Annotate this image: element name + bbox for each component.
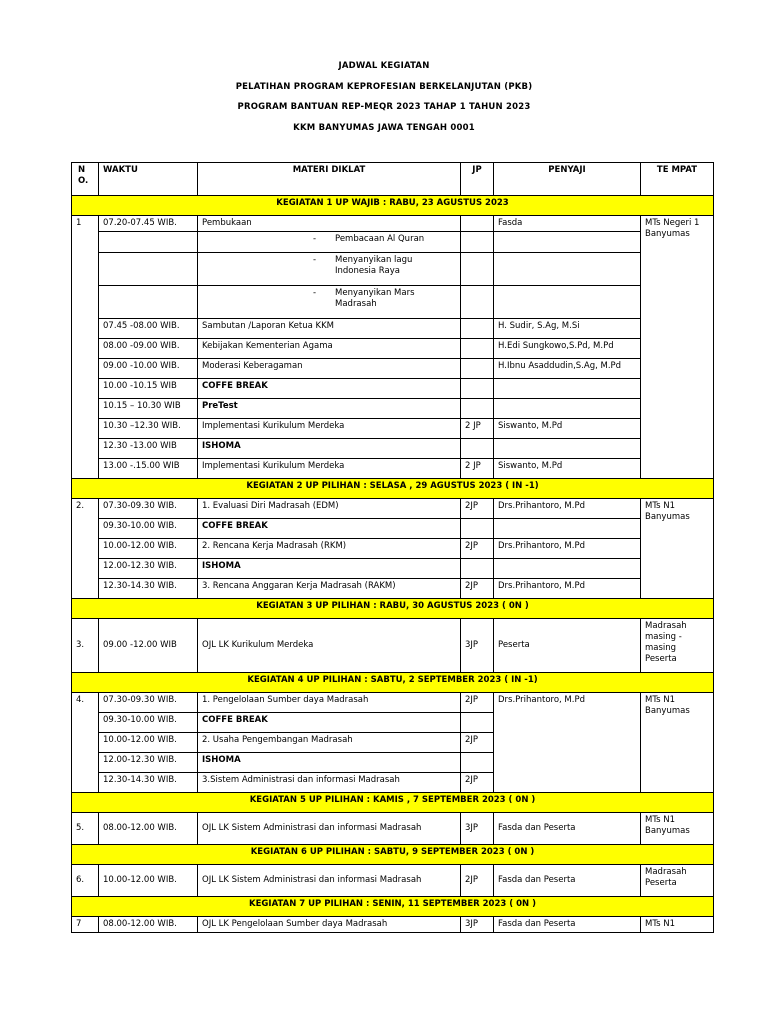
row-venue: MTs N1 Banyumas [641, 813, 714, 845]
section-banner [72, 845, 714, 865]
row-jp: 2 JP [461, 459, 494, 479]
row-material: OJL LK Pengelolaan Sumber daya Madrasah [198, 917, 461, 933]
row-number: 7 [72, 917, 99, 933]
row-material: Sambutan /Laporan Ketua KKM [198, 319, 461, 339]
row-agenda-subitem-text: Menyanyikan lagu Indonesia Raya [335, 255, 413, 276]
column-header-tempat: TE MPAT [641, 163, 714, 196]
column-header-waktu: WAKTU [99, 163, 198, 196]
row-jp: 2JP [461, 499, 494, 519]
row-material: ISHOMA [198, 753, 461, 773]
row-jp [461, 253, 494, 286]
row-agenda-subitem [198, 286, 461, 319]
row-presenter [494, 286, 641, 319]
schedule-row [72, 693, 714, 713]
row-jp [461, 379, 494, 399]
row-jp: 2 JP [461, 419, 494, 439]
row-jp: 3JP [461, 813, 494, 845]
schedule-row [72, 917, 714, 933]
row-presenter: Fasda dan Peserta [494, 813, 641, 845]
bullet-dash: - [313, 234, 317, 244]
row-time: 13.00 -.15.00 WIB [99, 459, 198, 479]
row-time: 10.00-12.00 WIB. [99, 733, 198, 753]
row-agenda-subitem-text: Pembacaan Al Quran [335, 234, 425, 244]
row-time: 10.15 – 10.30 WIB [99, 399, 198, 419]
schedule-row [72, 286, 714, 319]
row-jp: 3JP [461, 917, 494, 933]
row-time: 12.30-14.30 WIB. [99, 773, 198, 793]
section-banner-title: KEGIATAN 7 UP PILIHAN : SENIN, 11 SEPTEMBER 2023 ( 0N ) [72, 897, 714, 917]
row-jp [461, 359, 494, 379]
row-presenter [494, 232, 641, 253]
organizer-line: KKM BANYUMAS JAWA TENGAH 0001 [293, 123, 475, 133]
row-time: 07.30-09.30 WIB. [99, 693, 198, 713]
row-presenter [494, 559, 641, 579]
row-jp [461, 232, 494, 253]
row-material: COFFE BREAK [198, 379, 461, 399]
section-banner-title: KEGIATAN 1 UP WAJIB : RABU, 23 AGUSTUS 2023 [72, 196, 714, 216]
row-agenda-subitem [198, 232, 461, 253]
table-header-row [72, 163, 714, 196]
row-material: OJL LK Kurikulum Merdeka [198, 619, 461, 673]
row-presenter: H. Sudir, S.Ag, M.Si [494, 319, 641, 339]
row-time: 10.30 –12.30 WIB. [99, 419, 198, 439]
row-presenter: H.Ibnu Asaddudin,S.Ag, M.Pd [494, 359, 641, 379]
row-presenter: Drs.Prihantoro, M.Pd [494, 539, 641, 559]
row-time: 09.30-10.00 WIB. [99, 519, 198, 539]
row-time [99, 232, 198, 253]
row-material: Implementasi Kurikulum Merdeka [198, 459, 461, 479]
row-number: 6. [72, 865, 99, 897]
row-number: 5. [72, 813, 99, 845]
document-title: JADWAL KEGIATAN [338, 61, 430, 71]
schedule-row [72, 865, 714, 897]
row-time [99, 286, 198, 319]
row-presenter: Fasda dan Peserta [494, 917, 641, 933]
row-material: ISHOMA [198, 559, 461, 579]
schedule-row [72, 359, 714, 379]
row-time: 10.00 -10.15 WIB [99, 379, 198, 399]
schedule-row [72, 619, 714, 673]
section-banner [72, 897, 714, 917]
row-material: 2. Rencana Kerja Madrasah (RKM) [198, 539, 461, 559]
row-material: Implementasi Kurikulum Merdeka [198, 419, 461, 439]
row-number: 1 [72, 216, 99, 479]
schedule-row [72, 559, 714, 579]
schedule-row [72, 519, 714, 539]
schedule-row [72, 439, 714, 459]
row-jp [461, 559, 494, 579]
row-material: 2. Usaha Pengembangan Madrasah [198, 733, 461, 753]
column-header-penyaji: PENYAJI [494, 163, 641, 196]
bullet-dash: - [313, 255, 317, 265]
row-venue: MTs N1 [641, 917, 714, 933]
row-jp: 2JP [461, 773, 494, 793]
row-presenter [494, 379, 641, 399]
row-time: 08.00 -09.00 WIB. [99, 339, 198, 359]
row-time: 09.00 -12.00 WIB [99, 619, 198, 673]
section-banner-title: KEGIATAN 4 UP PILIHAN : SABTU, 2 SEPTEMBER 2023 ( IN -1) [72, 673, 714, 693]
row-presenter: Drs.Prihantoro, M.Pd [494, 499, 641, 519]
row-material: OJL LK Sistem Administrasi dan informasi Madrasah [198, 865, 461, 897]
row-material: 1. Evaluasi Diri Madrasah (EDM) [198, 499, 461, 519]
row-presenter: Siswanto, M.Pd [494, 419, 641, 439]
row-presenter [494, 519, 641, 539]
row-presenter: Peserta [494, 619, 641, 673]
schedule-row [72, 419, 714, 439]
row-presenter: Siswanto, M.Pd [494, 459, 641, 479]
row-jp [461, 713, 494, 733]
row-presenter: H.Edi Sungkowo,S.Pd, M.Pd [494, 339, 641, 359]
row-time [99, 253, 198, 286]
row-number: 3. [72, 619, 99, 673]
row-time: 12.30-14.30 WIB. [99, 579, 198, 599]
row-jp: 3JP [461, 619, 494, 673]
row-jp: 2JP [461, 539, 494, 559]
row-jp [461, 753, 494, 773]
column-header-no: N O. [72, 163, 99, 196]
row-agenda-subitem [198, 253, 461, 286]
program-subtitle: PROGRAM BANTUAN REP-MEQR 2023 TAHAP 1 TAHUN 2023 [237, 102, 531, 112]
row-time: 08.00-12.00 WIB. [99, 917, 198, 933]
row-time: 12.30 -13.00 WIB [99, 439, 198, 459]
schedule-row [72, 253, 714, 286]
row-time: 07.45 -08.00 WIB. [99, 319, 198, 339]
schedule-row [72, 813, 714, 845]
row-jp [461, 399, 494, 419]
row-presenter: Drs.Prihantoro, M.Pd [494, 579, 641, 599]
row-presenter [494, 439, 641, 459]
row-time: 10.00-12.00 WIB. [99, 865, 198, 897]
row-venue: Madrasah Peserta [641, 865, 714, 897]
row-material: COFFE BREAK [198, 713, 461, 733]
row-venue: MTs N1 Banyumas [641, 499, 714, 599]
column-header-jp: JP [461, 163, 494, 196]
row-agenda-subitem-text: Menyanyikan Mars Madrasah [335, 288, 415, 309]
section-banner [72, 599, 714, 619]
row-time: 08.00-12.00 WIB. [99, 813, 198, 845]
row-number: 4. [72, 693, 99, 793]
row-jp [461, 519, 494, 539]
bullet-dash: - [313, 288, 317, 298]
schedule-row [72, 339, 714, 359]
row-jp: 2JP [461, 693, 494, 713]
row-jp [461, 216, 494, 232]
row-presenter [494, 399, 641, 419]
row-jp [461, 439, 494, 459]
schedule-row [72, 216, 714, 232]
row-time: 10.00-12.00 WIB. [99, 539, 198, 559]
row-jp [461, 339, 494, 359]
row-material: OJL LK Sistem Administrasi dan informasi Madrasah [198, 813, 461, 845]
section-banner-title: KEGIATAN 5 UP PILIHAN : KAMIS , 7 SEPTEMBER 2023 ( 0N ) [72, 793, 714, 813]
column-header-materi: MATERI DIKLAT [198, 163, 461, 196]
schedule-row [72, 319, 714, 339]
row-venue: Madrasah masing - masing Peserta [641, 619, 714, 673]
schedule-row [72, 379, 714, 399]
row-jp [461, 319, 494, 339]
row-material: Kebijakan Kementerian Agama [198, 339, 461, 359]
row-venue: MTs Negeri 1 Banyumas [641, 216, 714, 479]
row-time: 12.00-12.30 WIB. [99, 559, 198, 579]
row-presenter: Fasda [494, 216, 641, 232]
row-venue: MTs N1 Banyumas [641, 693, 714, 793]
schedule-table [71, 162, 714, 933]
row-time: 12.00-12.30 WIB. [99, 753, 198, 773]
row-time: 07.20-07.45 WIB. [99, 216, 198, 232]
row-material: 3. Rencana Anggaran Kerja Madrasah (RAKM) [198, 579, 461, 599]
section-banner [72, 196, 714, 216]
section-banner [72, 793, 714, 813]
training-program-title: PELATIHAN PROGRAM KEPROFESIAN BERKELANJUTAN (PKB) [235, 82, 533, 92]
schedule-row [72, 459, 714, 479]
row-time: 09.30-10.00 WIB. [99, 713, 198, 733]
row-material: ISHOMA [198, 439, 461, 459]
row-material: 1. Pengelolaan Sumber daya Madrasah [198, 693, 461, 713]
row-jp: 2JP [461, 733, 494, 753]
row-time: 07.30-09.30 WIB. [99, 499, 198, 519]
section-banner [72, 479, 714, 499]
row-material: Moderasi Keberagaman [198, 359, 461, 379]
schedule-row [72, 499, 714, 519]
row-presenter [494, 253, 641, 286]
section-banner-title: KEGIATAN 3 UP PILIHAN : RABU, 30 AGUSTUS 2023 ( 0N ) [72, 599, 714, 619]
section-banner-title: KEGIATAN 6 UP PILIHAN : SABTU, 9 SEPTEMBER 2023 ( 0N ) [72, 845, 714, 865]
schedule-row [72, 399, 714, 419]
row-material: 3.Sistem Administrasi dan informasi Madrasah [198, 773, 461, 793]
row-jp [461, 286, 494, 319]
row-material: PreTest [198, 399, 461, 419]
schedule-row [72, 232, 714, 253]
row-material: COFFE BREAK [198, 519, 461, 539]
row-number: 2. [72, 499, 99, 599]
row-presenter: Fasda dan Peserta [494, 865, 641, 897]
row-material: Pembukaan [198, 216, 461, 232]
row-presenter: Drs.Prihantoro, M.Pd [494, 693, 641, 793]
section-banner [72, 673, 714, 693]
schedule-row [72, 579, 714, 599]
schedule-row [72, 539, 714, 559]
row-time: 09.00 -10.00 WIB. [99, 359, 198, 379]
row-jp: 2JP [461, 865, 494, 897]
section-banner-title: KEGIATAN 2 UP PILIHAN : SELASA , 29 AGUSTUS 2023 ( IN -1) [72, 479, 714, 499]
row-jp: 2JP [461, 579, 494, 599]
